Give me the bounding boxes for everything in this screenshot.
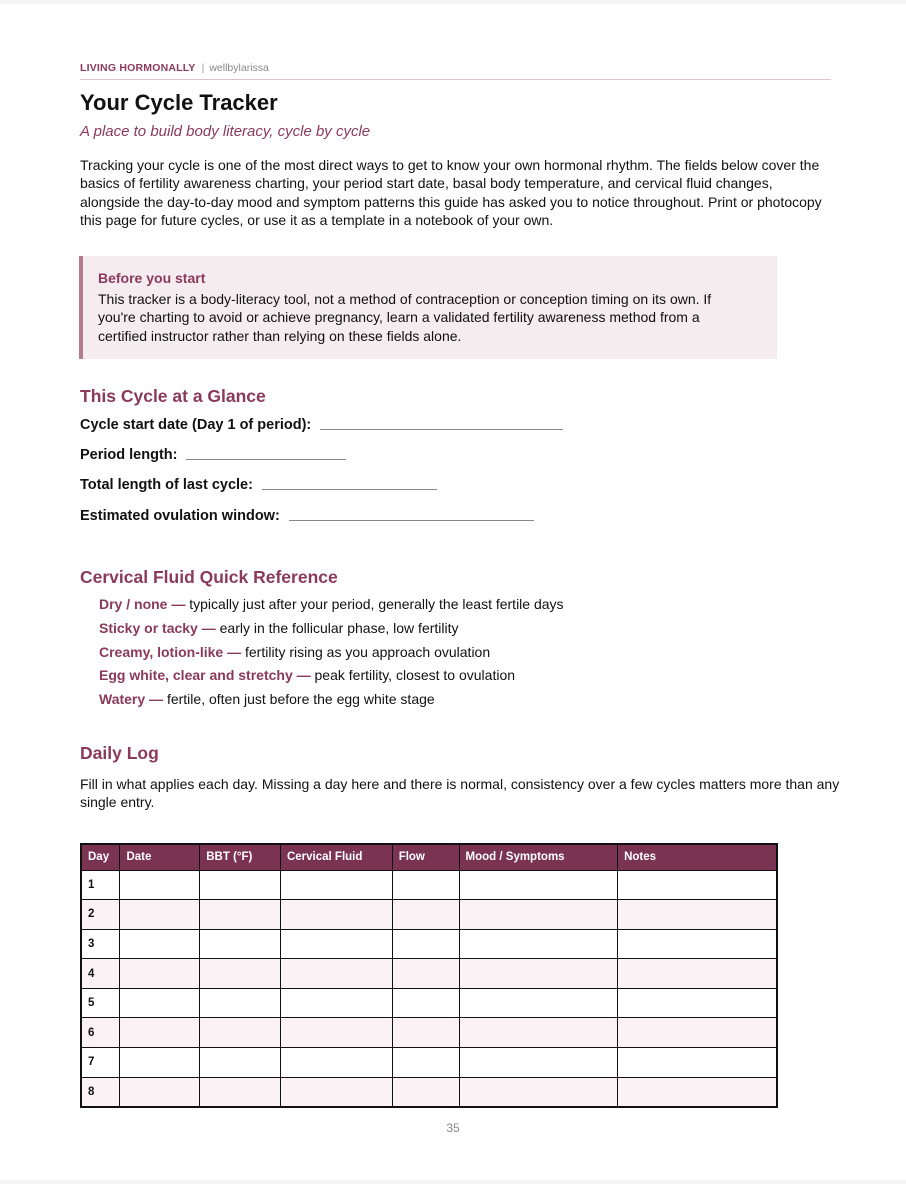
notes-cell[interactable] [618,988,777,1018]
flow-cell[interactable] [392,1048,459,1078]
glance-heading: This Cycle at a Glance [80,386,266,406]
fluid-heading: Cervical Fluid Quick Reference [80,567,338,587]
notes-cell[interactable] [618,870,777,900]
fluid-term: Creamy, lotion-like — [99,643,242,660]
table-row [81,1018,777,1048]
flow-cell[interactable] [392,929,459,959]
callout-body: This tracker is a body-literacy tool, not a method of contraception or conception timing on its own. If you're charting to avoid or achieve pregnancy, learn a validated fertility awareness method from a certified instructor rather than relying on these fields alone. [98,291,712,344]
fluid-description: typically just after your period, generally the least fertile days [189,596,564,612]
notes-cell[interactable] [618,959,777,989]
flow-cell[interactable] [392,988,459,1018]
column-header-mood-symptoms: Mood / Symptoms [459,844,618,870]
cycle-start-blank[interactable] [320,429,563,430]
fluid-description: fertile, often just before the egg white stage [166,691,435,708]
cervical-fluid-cell[interactable] [280,900,392,930]
fluid-term: Egg white, clear and stretchy — [99,667,311,684]
date-cell[interactable] [120,1048,200,1078]
day-cell: 5 [81,988,120,1018]
daily-log-heading: Daily Log [80,743,159,763]
flow-cell[interactable] [392,900,459,930]
brand-name: LIVING HORMONALLY [80,62,196,74]
column-header-date: Date [120,844,200,870]
site-name: wellbylarissa [209,62,269,74]
flow-cell[interactable] [392,959,459,989]
bbt-cell[interactable] [200,1048,281,1078]
ovulation-window-field [80,508,534,524]
running-header [80,62,831,80]
mood-symptoms-cell[interactable] [459,1018,618,1048]
field-label: Cycle start date (Day 1 of period): [80,417,312,433]
field-label: Estimated ovulation window: [80,508,280,524]
table-row [81,1077,777,1107]
column-header-bbt: BBT (°F) [200,844,281,870]
fluid-description: fertility rising as you approach ovulation [245,643,491,660]
cervical-fluid-cell[interactable] [280,1018,392,1048]
date-cell[interactable] [120,959,200,989]
period-length-field [80,447,346,463]
daily-log-intro: Fill in what applies each day. Missing a day here and there is normal, consistency over a few cycles matters more than any single entry. [80,776,840,811]
intro-paragraph: Tracking your cycle is one of the most direct ways to get to know your own hormonal rhythm. The fields below cover the basics of fertility awareness charting, your period start date, basal body temperature, and cervical fluid changes, alongside the day-to-day mood and symptom patterns this guide has asked you to notice throughout. Print or photocopy this page for future cycles, or use it as a template in a notebook of your own. [80,157,822,228]
page-subtitle: A place to build body literacy, cycle by cycle [80,123,371,140]
last-cycle-length-field [80,477,437,493]
callout-title: Before you start [98,270,206,286]
date-cell[interactable] [120,988,200,1018]
day-cell: 3 [81,929,120,959]
period-length-blank[interactable] [186,459,346,460]
notes-cell[interactable] [618,1077,777,1107]
date-cell[interactable] [120,1018,200,1048]
list-item [99,643,564,667]
daily-log-table [80,843,778,1108]
fluid-term: Sticky or tacky — [99,619,216,636]
table-row [81,929,777,959]
bbt-cell[interactable] [200,1077,281,1107]
bbt-cell[interactable] [200,1018,281,1048]
day-cell: 7 [81,1048,120,1078]
column-header-flow: Flow [392,844,459,870]
cervical-fluid-cell[interactable] [280,1048,392,1078]
fluid-term: Dry / none — [99,596,186,612]
flow-cell[interactable] [392,870,459,900]
field-label: Total length of last cycle: [80,477,253,493]
notes-cell[interactable] [618,929,777,959]
table-row [81,1048,777,1078]
mood-symptoms-cell[interactable] [459,1077,618,1107]
day-cell: 2 [81,900,120,930]
day-cell: 4 [81,959,120,989]
fluid-reference-list [99,595,564,714]
flow-cell[interactable] [392,1018,459,1048]
day-cell: 8 [81,1077,120,1107]
list-item [99,690,564,714]
document-page [0,4,906,1180]
table-row [81,900,777,930]
table-row [81,988,777,1018]
bbt-cell[interactable] [200,870,281,900]
date-cell[interactable] [120,870,200,900]
flow-cell[interactable] [392,1077,459,1107]
table-row [81,959,777,989]
column-header-day: Day [81,844,120,870]
mood-symptoms-cell[interactable] [459,929,618,959]
list-item [99,666,564,690]
bbt-cell[interactable] [200,988,281,1018]
table-header-row [81,844,777,870]
mood-symptoms-cell[interactable] [459,988,618,1018]
day-cell: 6 [81,1018,120,1048]
field-label: Period length: [80,447,178,463]
mood-symptoms-cell[interactable] [459,870,618,900]
notes-cell[interactable] [618,1018,777,1048]
date-cell[interactable] [120,1077,200,1107]
mood-symptoms-cell[interactable] [459,1048,618,1078]
page-title: Your Cycle Tracker [80,90,278,115]
column-header-notes: Notes [618,844,777,870]
mood-symptoms-cell[interactable] [459,900,618,930]
bbt-cell[interactable] [200,900,281,930]
page-number: 35 [446,1121,460,1135]
bbt-cell[interactable] [200,959,281,989]
fluid-term: Watery — [99,691,164,708]
cervical-fluid-cell[interactable] [280,988,392,1018]
header-separator: | [201,62,205,74]
fluid-description: early in the follicular phase, low fertility [219,619,459,636]
cervical-fluid-cell[interactable] [280,870,392,900]
table-row [81,870,777,900]
cervical-fluid-cell[interactable] [280,1077,392,1107]
cycle-start-field [80,417,563,433]
bbt-cell[interactable] [200,929,281,959]
before-you-start-callout [79,256,777,359]
mood-symptoms-cell[interactable] [459,959,618,989]
list-item [99,619,564,643]
column-header-cervical-fluid: Cervical Fluid [280,844,392,870]
cervical-fluid-cell[interactable] [280,929,392,959]
notes-cell[interactable] [618,1048,777,1078]
cervical-fluid-cell[interactable] [280,959,392,989]
fluid-description: peak fertility, closest to ovulation [314,667,516,684]
date-cell[interactable] [120,929,200,959]
notes-cell[interactable] [618,900,777,930]
date-cell[interactable] [120,900,200,930]
list-item [99,595,564,619]
last-cycle-length-blank[interactable] [262,489,437,490]
day-cell: 1 [81,870,120,900]
ovulation-window-blank[interactable] [289,520,534,521]
